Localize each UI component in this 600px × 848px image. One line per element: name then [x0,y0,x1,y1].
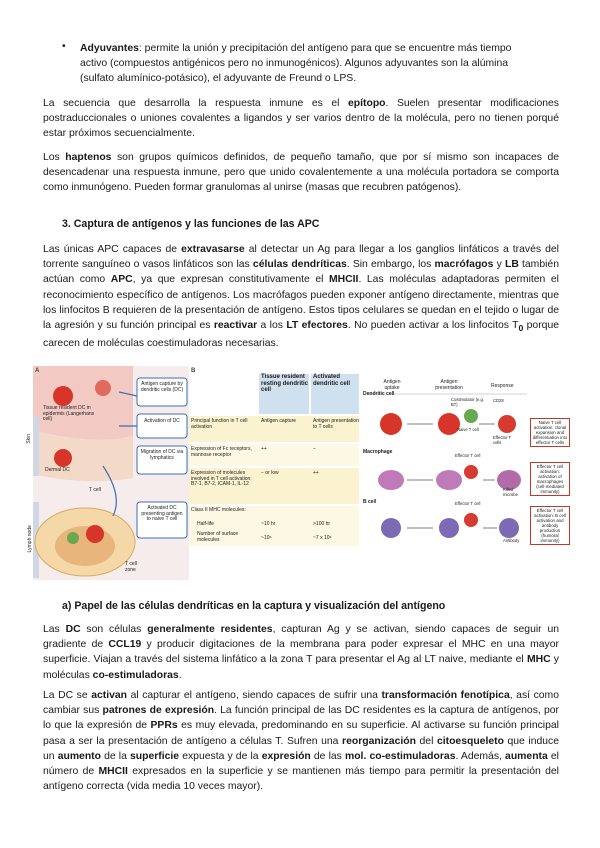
dc1-b1: DC [65,624,81,635]
c-label-effector: Effector T cells [493,435,511,445]
fig-label-capture: Antigen capture by dendritic cells (DC) [140,381,184,393]
dc2-t5: es muy elevada, predominando en su superficie. Al activarse su función principal pasa a ser la presentación de antígeno a células T. Sufren una [43,720,559,747]
apc-paragraph [43,242,559,352]
dc2-t8: de la [101,750,130,762]
dc2-b6: citoesqueleto [436,735,504,747]
c-effector-t-b [464,513,478,527]
row-3-c1: − or low [261,470,279,476]
c-row-macrophage: Macrophage [363,449,393,455]
c-effector-t-macro [464,465,478,479]
apc-b4: LB [504,259,519,271]
adyuvantes-line-2: activo (compuestos antigénicos pero no inmunogénicos). Algunos adyuvantes son la alúmina [80,58,509,70]
epitopo-post: . Suelen presentar modificaciones postraduccionales o uniones covalentes a ligandos y ser varios dentro de la molécula, pero no tienen porqué estar próximos secuencialmente. [43,98,559,140]
fig-label-activation: Activation of DC [144,418,180,424]
dc2-b11: aumenta [505,750,548,762]
bullet-marker: • [62,41,66,52]
c-label-naive: Naive T cell [457,427,479,432]
dc2-t9: expuesta y de la [179,750,262,762]
table-header-col1: Tissue resident resting dendritic cell [261,374,309,393]
c-label-costim: Costimulator (e.g. B7) [451,397,485,407]
dc1-t4: y producir digitaciones de la membrana para poder expresar el MHC en una mayor superficie. Viajan a través del sistema linfático a la zona T para presentar el Ag al LT naive, mediante el [43,639,559,666]
adyuvantes-line-3: (sulfato alumínico-potásico), el adyuvante de Freund o LPS. [80,73,357,85]
t-cell-zone-shape [55,526,115,566]
fig-label-t-cell: T cell [89,487,101,493]
dc2-t6: del [415,735,437,747]
row-6-c1: ~10⁶ [261,535,272,541]
apc-figure [26,366,568,582]
dc2-t7: que induce un [43,735,560,762]
c-bcell-presenting [439,518,459,538]
dc2-t3: , así como cambiar sus [43,690,559,717]
c-header-presentation: Antigen presentation [435,379,463,391]
fig-label-t-cell-zone: T cell zone [125,561,137,573]
skin-layer [33,366,133,440]
dc1-b4: MHC [526,654,551,666]
c-label-cd28: CD28 [493,398,504,403]
haptenos-paragraph [43,150,559,196]
row-1-c2: Antigen presentation to T cells [313,418,359,430]
apc-t3: . Sin embargo, los [346,259,435,271]
c-row-dc: Dendritic cell [363,391,395,397]
dc2-b1: activan [91,690,128,701]
row-5-c2: >100 hr [313,521,331,527]
epitopo-term: epítopo [348,98,386,109]
panel-a-label: A [35,368,40,374]
dc2-b4: PPRs [150,720,178,732]
row-3-label: Expression of molecules involved in T cell activation: B7-1, B7-2, ICAM-1, IL-12 [191,470,252,488]
c-header-response: Response [491,383,514,389]
fig-label-skin: Skin [26,433,33,444]
adyuvantes-term: Adyuvantes [80,43,139,54]
c-naive-t [464,409,478,423]
c-label-effector-t-macro: Effector T cell [455,453,481,458]
apc-t8: a los [257,320,287,332]
row-6-label: Number of surface molecules [197,531,239,543]
row-3-c2: ++ [313,470,319,476]
apc-t4: y [493,259,505,271]
dc1-t1: Las [43,624,66,635]
dermal-dc [54,449,72,467]
adyuvantes-line-1: : permite la unión y precipitación del antígeno para que se encuentre más tiempo [138,43,512,54]
apc-b8: LT efectores [286,320,348,332]
apc-t7: . Las moléculas adaptadoras permiten el reconocimiento específico de antígenos. Los macrófagos pueden exponer antígeno directamente, mientras que los linfocitos B requieren de la presentación de antígeno. Estos tipos celulares se quedan en el tejido o lugar de la agresión y su función principal es [43,274,559,332]
c-header-uptake: Antigen uptake [383,379,401,391]
dc2-b5: reorganización [342,735,416,747]
apc-t9: . No pueden activar a los linfocitos T [347,320,519,332]
row-2-c1: ++ [261,446,267,452]
dc2-b10: mol. co-estimuladoras [344,750,456,762]
dc2-t2: al capturar el antígeno, siendo capaces de sufrir una [127,690,382,701]
skin-bar [33,416,39,476]
row-2-c2: − [313,446,316,452]
row-6-c2: ~7 x 10⁶ [313,535,332,541]
c-response-dc: Naive T cell activation: clonal expansion and differentiation into effector T cells [530,418,570,447]
apc-t10: porque carecen de moléculas coestimuladoras necesarias. [43,320,559,350]
fig-label-activated-dc: Activated DC presenting antigen to naive T cell [141,505,183,523]
apc-b3: macrófagos [434,259,494,271]
c-label-effector-t-b: Effector T cell [455,501,481,506]
c-macrophage-presenting [436,470,462,490]
dc2-t11: . Además, [455,750,506,762]
row-1-c1: Antigen capture [261,418,297,424]
c-bcell-antibody [499,518,519,538]
c-bcell-uptake [381,518,401,538]
dc2-b2: transformación fenotípica [381,690,510,701]
dc2-b7: aumento [57,750,101,762]
dc1-t3: , capturan Ag y se activan, siendo capaces de seguir un gradiente de [43,624,559,651]
row-5-label: Half-life [197,521,214,527]
dc-paragraph-2 [43,688,559,794]
dc2-t10: de las [310,750,345,762]
dc2-b9: expresión [261,750,311,762]
apc-b5: APC [110,274,133,286]
dc2-b8: superficie [130,750,180,762]
epidermal-dc [95,380,111,396]
dc1-b5: co-estimuladoras [92,669,179,681]
dc1-t6: . [178,669,182,681]
row-1-label: Principal function in T cell activation [191,418,248,430]
haptenos-post: son grupos químicos definidos, de pequeño tamaño, que por sí mismo son incapaces de desencadenar una respuesta inmune, pero que unido covalentemente a una molécula portadora se comporta como inmunógeno. Pueden formar granulomas al unirse (masas que recubren patógenos). [43,152,559,194]
dc1-b3: CCL19 [108,639,142,651]
apc-b7: reactivar [213,320,258,332]
c-macrophage-uptake [378,470,404,490]
row-4-label: Class II MHC molecules: [191,507,246,513]
dc1-b2: generalmente residentes [147,624,273,635]
adyuvantes-paragraph [80,41,559,87]
fig-label-dermal-dc: Dermal DC [45,467,70,473]
row-5-c1: ~10 hr [261,521,276,527]
dc2-b3: patrones de expresión [102,705,215,717]
fig-label-migration: Migration of DC via lymphatics [140,449,184,461]
activated-dc-shape [86,525,104,543]
dc2-t4: . La función principal de las DC residentes es la captura de antígenos, por lo que la expresión de [43,705,559,732]
c-response-macrophage: Effector T cell activation: activation of macrophages (cell-mediated immunity) [530,462,570,496]
c-row-bcell: B cell [363,499,377,505]
table-header-col2: Activated dendritic cell [313,374,351,387]
dc1-t5: y moléculas [43,654,559,681]
naive-t-cell [67,532,79,544]
epitopo-pre: La secuencia que desarrolla la respuesta inmune es el [43,98,348,109]
panel-b-label: B [191,368,196,374]
apc-t5: también actúan como [43,259,559,286]
dc1-t2: son células [80,624,148,635]
dc2-t1: La DC se [43,690,92,701]
haptenos-term: haptenos [65,152,112,163]
c-label-killed: Killed microbe [503,487,518,497]
dc-comparison-table [189,374,359,574]
apc-b6: MHCII [329,274,359,286]
langerhans-dc [53,386,73,406]
c-label-antibody: Antibody [503,538,520,543]
apc-t1: Las únicas APC capaces de [43,244,182,255]
apc-b1: extravasarse [181,244,245,255]
fig-label-tissue-dc: Tissue resident DC in epidermis (Langerhans cell) [43,405,95,423]
apc-sub: 0 [518,323,524,334]
c-effector-t [498,415,516,433]
apc-t6: , ya que expresan constitutivamente el [132,274,329,286]
apc-b2: células dendríticas [252,259,347,271]
c-response-bcell: Effector T cell activation: B cell activation and antibody production (humoral immunity) [530,506,570,545]
fig-label-lymph-node: Lymph node [26,525,33,553]
dc2-t13: expresados en la superficie y se mantienen más tiempo para permitir la presentación del antígeno correcta (vida media 10 veces mayor). [43,766,559,793]
dc2-t12: el número de [43,750,559,778]
dc2-b12: MHCII [98,766,128,778]
section-3-heading: 3. Captura de antígenos y las funciones de las APC [62,218,320,230]
haptenos-pre: Los [43,152,66,163]
dc-paragraph-1 [43,622,559,683]
epitopo-paragraph [43,96,559,142]
section-a-heading: a) Papel de las células dendríticas en la captura y visualización del antígeno [62,600,446,612]
row-2-label: Expression of Fc receptors, mannose receptor [191,446,252,458]
c-dc-uptake [380,413,402,435]
apc-t2: al detectar un Ag para llegar a los ganglios linfáticos a través del torrente sanguíneo o vasos linfáticos son las [43,244,559,271]
